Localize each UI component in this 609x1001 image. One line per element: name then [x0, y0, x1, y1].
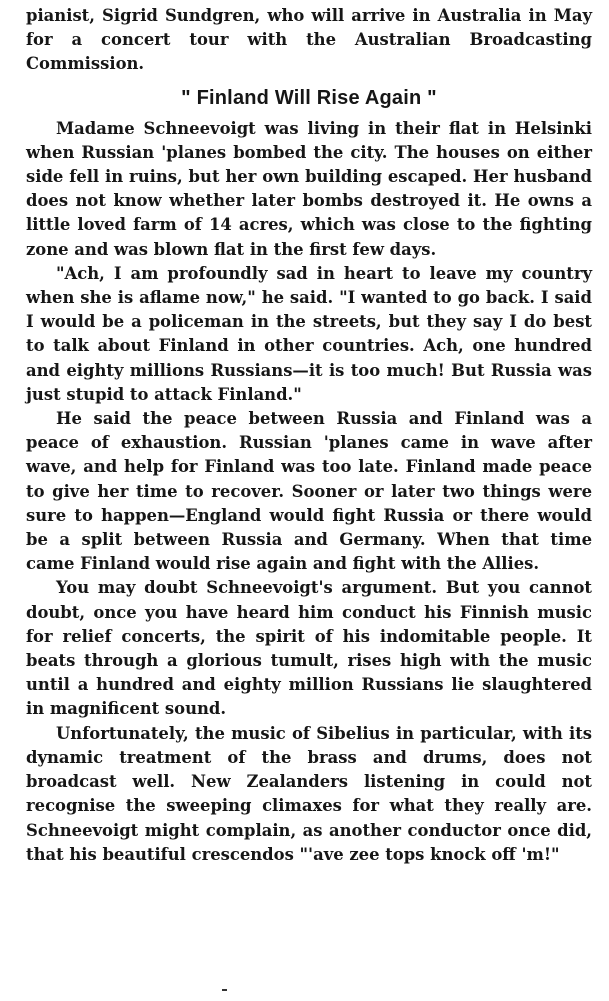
paragraph-2: "Ach, I am profoundly sad in heart to leave my country when she is aflame now," he said. "I wanted to go back. I said I would be a policeman in the streets, but they say I do best to talk about Finland in other countries. Ach, one hundred and eighty millions Russians—it is too much! But Russia was just stupid to attack Finland.": [26, 263, 592, 404]
paragraph-5: Unfortunately, the music of Sibelius in particular, with its dynamic treatment of the brass and drums, does not broadcast well. New Zealanders listening in could not recognise the sweeping climaxes for what they really are. Schneevoigt might complain, as another conductor once did, that his beautiful crescendos "'ave zee tops knock off 'm!": [26, 723, 592, 864]
section-heading: " Finland Will Rise Again ": [181, 86, 437, 109]
article-column: [26, 4, 592, 867]
opening-lines: pianist, Sigrid Sundgren, who will arrive in Australia in May for a concert tour with the Australian Broadcasting Commission.: [26, 6, 592, 74]
paragraph-1: Madame Schneevoigt was living in their flat in Helsinki when Russian 'planes bombed the city. The houses on either side fell in ruins, but her own building escaped. Her husband does not know whether later bombs destroyed it. He owns a little loved farm of 14 acres, which was close to the fighting zone and was blown flat in the first few days.: [26, 118, 592, 259]
print-speck: [222, 989, 227, 991]
paragraph-4: You may doubt Schneevoigt's argument. But you cannot doubt, once you have heard him conduct his Finnish music for relief concerts, the spirit of his indomitable people. It beats through a glorious tumult, rises high with the music until a hundred and eighty million Russians lie slaughtered in magnificent sound.: [26, 578, 592, 719]
paragraph-3: He said the peace between Russia and Finland was a peace of exhaustion. Russian 'planes came in wave after wave, and help for Finland was too late. Finland made peace to give her time to recover. Sooner or later two things were sure to happen—England would fight Russia or there would be a split between Russia and Germany. When that time came Finland would rise again and fight with the Allies.: [26, 409, 592, 574]
